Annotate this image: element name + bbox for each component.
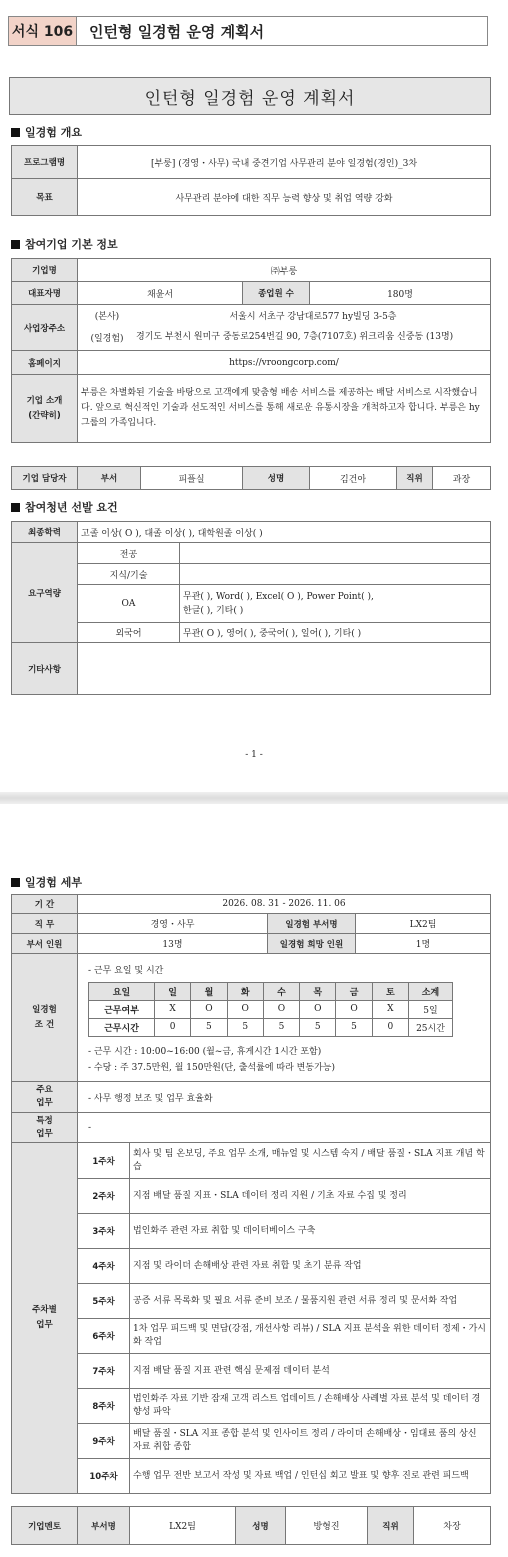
- mentor-table: [11, 1506, 491, 1545]
- company-table: [11, 258, 491, 443]
- etc-label: 기타사항: [12, 643, 78, 695]
- week-task: 지점 배달 품질 지표 관련 핵심 문제점 데이터 분석: [130, 1354, 491, 1389]
- company-value: ㈜부룽: [78, 259, 491, 282]
- schedule-cell: O: [300, 1000, 336, 1018]
- hq-label: (본사): [94, 312, 120, 322]
- program-label: 프로그램명: [12, 146, 78, 179]
- work-days-title: - 근무 요일 및 시간: [88, 965, 164, 976]
- schedule-cell: X: [155, 1000, 191, 1018]
- req-label: 요구역량: [12, 543, 78, 643]
- mentor-pos-value: 차장: [414, 1507, 491, 1545]
- oa-label: OA: [78, 585, 180, 623]
- ceo-label: 대표자명: [12, 282, 78, 305]
- page-separator: [0, 792, 508, 804]
- desired-value: 1명: [356, 934, 491, 954]
- homepage-label: 홈페이지: [12, 351, 78, 375]
- schedule-cell: O: [263, 1000, 299, 1018]
- week-label: 5주차: [78, 1284, 130, 1319]
- cond-label: 일경험: [32, 1004, 57, 1015]
- hq-value: 서울시 서초구 강남대로577 hy빌딩 3-5층: [229, 312, 397, 322]
- schedule-header: 수: [263, 982, 299, 1000]
- schedule-cell: O: [336, 1000, 372, 1018]
- week-task: 지점 배달 품질 지표・SLA 데이터 정리 지원 / 기초 자료 수집 및 정리: [130, 1179, 491, 1214]
- week-label: 2주차: [78, 1179, 130, 1214]
- mentor-dept-label: 부서명: [78, 1507, 130, 1545]
- main-task-value: - 사무 행정 보조 및 업무 효율화: [78, 1082, 491, 1113]
- page-number: - 1 -: [245, 750, 263, 760]
- dept-name-value: LX2팀: [356, 914, 491, 934]
- mentor-pos-label: 직위: [368, 1507, 414, 1545]
- schedule-header-row: [89, 982, 453, 1000]
- manager-name-label: 성명: [243, 467, 310, 490]
- week-task: 배달 품질・SLA 지표 종합 분석 및 인사이트 정리 / 라이더 손해배상・임대료 품의 상신 자료 취합 종합: [130, 1424, 491, 1459]
- schedule-header: 목: [300, 982, 336, 1000]
- manager-name-value: 김건아: [310, 467, 397, 490]
- period-value: 2026. 08. 31 - 2026. 11. 06: [78, 895, 491, 914]
- special-task-sublabel: 업무: [36, 1128, 53, 1139]
- details-table: [11, 894, 491, 1494]
- week-task: 법인화주 자료 기반 잠재 고객 리스트 업데이트 / 손해배상 사례별 자료 분석 및 데이터 경향성 파악: [130, 1389, 491, 1424]
- manager-table: [11, 466, 491, 490]
- knowledge-label: 지식/기술: [78, 564, 180, 585]
- manager-label: 기업 담당자: [12, 467, 78, 490]
- manager-pos-value: 과장: [433, 467, 491, 490]
- schedule-cell: 5: [336, 1018, 372, 1036]
- mentor-name-value: 방형진: [286, 1507, 368, 1545]
- schedule-cell: 5: [263, 1018, 299, 1036]
- dept-staff-label: 부서 인원: [12, 934, 78, 954]
- week-label: 1주차: [78, 1143, 130, 1179]
- week-label: 4주차: [78, 1249, 130, 1284]
- schedule-cell: 0: [155, 1018, 191, 1036]
- edu-label: 최종학력: [12, 522, 78, 543]
- intro-label: 기업 소개: [26, 395, 63, 406]
- mentor-dept-value: LX2팀: [130, 1507, 236, 1545]
- section-title-company: 참여기업 기본 정보: [11, 236, 118, 252]
- intro-sublabel: (간략히): [28, 410, 61, 421]
- company-label: 기업명: [12, 259, 78, 282]
- desired-label: 일경험 희망 인원: [268, 934, 356, 954]
- oa-value-line1: 무관( ), Word( ), Excel( O ), Power Point( ),: [183, 591, 374, 602]
- special-task-value: -: [78, 1113, 491, 1143]
- manager-pos-label: 직위: [397, 467, 433, 490]
- homepage-link[interactable]: https://vroongcorp.com/: [78, 351, 491, 375]
- square-bullet-icon: [11, 240, 20, 249]
- schedule-header: 일: [155, 982, 191, 1000]
- weekly-sublabel: 업무: [36, 1320, 53, 1330]
- special-task-label: 특정: [36, 1115, 53, 1126]
- document-title: 인턴형 일경험 운영 계획서: [9, 77, 491, 115]
- week-label: 10주차: [78, 1459, 130, 1494]
- section-title-details: 일경험 세부: [11, 874, 82, 890]
- schedule-header: 금: [336, 982, 372, 1000]
- major-value: [180, 543, 491, 564]
- lang-label: 외국어: [78, 623, 180, 643]
- dept-staff-value: 13명: [78, 934, 268, 954]
- work-address-label: (일경험): [90, 334, 124, 344]
- section-title-overview: 일경험 개요: [11, 124, 82, 140]
- overview-table: [11, 145, 491, 216]
- lang-value: 무관( O ), 영어( ), 중국어( ), 일어( ), 기타( ): [180, 623, 491, 643]
- manager-dept-value: 피플실: [141, 467, 243, 490]
- work-time-note: - 근무 시간 : 10:00~16:00 (월~금, 휴게시간 1시간 포함): [88, 1046, 322, 1057]
- week-task: 공증 서류 목록화 및 필요 서류 준비 보조 / 물품지원 관련 서류 정리 및 문서화 작업: [130, 1284, 491, 1319]
- schedule-cell: O: [227, 1000, 263, 1018]
- schedule-cell: 0: [372, 1018, 408, 1036]
- schedule-header: 월: [191, 982, 227, 1000]
- schedule-header: 토: [372, 982, 408, 1000]
- major-label: 전공: [78, 543, 180, 564]
- mentor-name-label: 성명: [236, 1507, 286, 1545]
- duty-label: 직 무: [12, 914, 78, 934]
- week-task: 수행 업무 전반 보고서 작성 및 자료 백업 / 인턴십 회고 발표 및 향후 진로 관련 피드백: [130, 1459, 491, 1494]
- section-title-requirements: 참여청년 선발 요건: [11, 499, 118, 515]
- employees-value: 180명: [310, 282, 491, 305]
- weekly-label: 주차별: [32, 1305, 57, 1315]
- schedule-cell: 5일: [409, 1000, 453, 1018]
- schedule-header: 화: [227, 982, 263, 1000]
- schedule-cell: 근무시간: [89, 1018, 155, 1036]
- schedule-row-attendance: [89, 1000, 453, 1018]
- form-header: [8, 16, 488, 46]
- edu-value: 고졸 이상( O ), 대졸 이상( ), 대학원졸 이상( ): [78, 522, 491, 543]
- schedule-cell: 5: [227, 1018, 263, 1036]
- week-label: 9주차: [78, 1424, 130, 1459]
- week-task: 1차 업무 피드백 및 면담(강점, 개선사항 리뷰) / SLA 지표 분석을 위한 데이터 정제・가시화 작업: [130, 1319, 491, 1354]
- schedule-cell: 5: [300, 1018, 336, 1036]
- week-label: 7주차: [78, 1354, 130, 1389]
- schedule-cell: 5: [191, 1018, 227, 1036]
- intro-value: 부릉은 차별화된 기술을 바탕으로 고객에게 맞춤형 배송 서비스를 제공하는 배달 서비스로 시작했습니다. 앞으로 혁신적인 기술과 선도적인 서비스를 통해 새로운 유통시장을 개척하고자 합니다. 부릉은 hy그룹의 가족입니다.: [78, 375, 491, 443]
- schedule-table: [88, 982, 453, 1037]
- address-label: 사업장주소: [12, 305, 78, 351]
- week-label: 6주차: [78, 1319, 130, 1354]
- schedule-header: 요일: [89, 982, 155, 1000]
- goal-value: 사무관리 분야에 대한 직무 능력 향상 및 취업 역량 강화: [78, 179, 491, 216]
- manager-dept-label: 부서: [78, 467, 141, 490]
- square-bullet-icon: [11, 878, 20, 887]
- week-label: 3주차: [78, 1214, 130, 1249]
- requirements-table: [11, 521, 491, 695]
- week-task: 지점 및 라이더 손해배상 관련 자료 취합 및 초기 분류 작업: [130, 1249, 491, 1284]
- mentor-label: 기업멘토: [12, 1507, 78, 1545]
- etc-value: [78, 643, 491, 695]
- oa-value-line2: 한글( ), 기타( ): [183, 605, 244, 616]
- dept-name-label: 일경험 부서명: [268, 914, 356, 934]
- square-bullet-icon: [11, 503, 20, 512]
- allowance-note: - 수당 : 주 37.5만원, 월 150만원(단, 출석률에 따라 변동가능): [88, 1062, 335, 1073]
- schedule-cell: X: [372, 1000, 408, 1018]
- work-address-value: 경기도 부천시 원미구 중동로254번길 90, 7층(7107호) 위크리움 신중동 (13명): [136, 332, 454, 342]
- employees-label: 종업원 수: [243, 282, 310, 305]
- week-label: 8주차: [78, 1389, 130, 1424]
- form-number: 서식 106: [9, 17, 77, 45]
- week-task: 회사 및 팀 온보딩, 주요 업무 소개, 매뉴얼 및 시스템 숙지 / 배달 품질・SLA 지표 개념 학습: [130, 1143, 491, 1179]
- period-label: 기 간: [12, 895, 78, 914]
- duty-value: 경영・사무: [78, 914, 268, 934]
- cond-sublabel: 조 건: [34, 1019, 55, 1030]
- square-bullet-icon: [11, 128, 20, 137]
- week-task: 법인화주 관련 자료 취합 및 데이터베이스 구축: [130, 1214, 491, 1249]
- program-value: [부룽] (경영・사무) 국내 중견기업 사무관리 분야 일경험(경인)_3차: [78, 146, 491, 179]
- schedule-row-hours: [89, 1018, 453, 1036]
- knowledge-value: [180, 564, 491, 585]
- schedule-cell: 25시간: [409, 1018, 453, 1036]
- schedule-cell: O: [191, 1000, 227, 1018]
- main-task-label: 주요: [36, 1085, 53, 1095]
- ceo-value: 채윤서: [78, 282, 243, 305]
- main-task-sublabel: 업무: [36, 1098, 53, 1108]
- schedule-cell: 근무여부: [89, 1000, 155, 1018]
- schedule-header: 소계: [409, 982, 453, 1000]
- form-title: 인턴형 일경험 운영 계획서: [89, 22, 265, 41]
- goal-label: 목표: [12, 179, 78, 216]
